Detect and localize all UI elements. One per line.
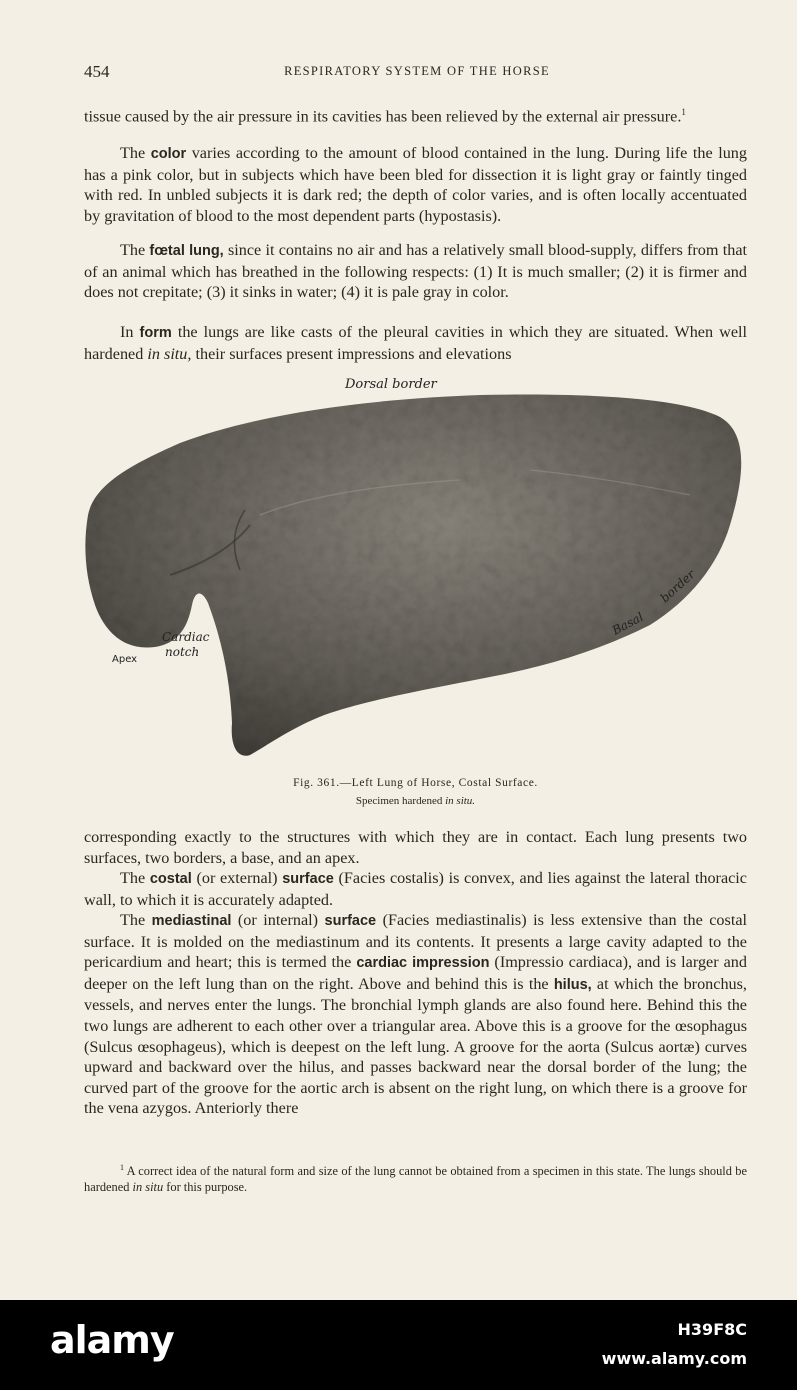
paragraph-corresponding: corresponding exactly to the structures with which they are in contact. Each lung presents two surfaces, two borders, a base, and an apex.: [84, 828, 747, 867]
term-form: form: [139, 325, 172, 341]
paragraph-color: The color varies according to the amount of blood contained in the lung. During life the lung has a pink color, but in subjects which have been bled for dissection it is light gray or faintly tinged with red. In unbled subjects it is dark red; the depth of color varies, and is often locally accentuated by gravitation of blood to the most dependent parts (hypostasis).: [84, 144, 747, 225]
running-head: RESPIRATORY SYSTEM OF THE HORSE: [284, 64, 550, 78]
paragraph-costal-surface: The costal (or external) surface (Facies costalis) is convex, and lies against the lateral thoracic wall, to which it is accurately adapted.: [84, 869, 747, 909]
paragraph-form: In form the lungs are like casts of the pleural cavities in which they are situated. When well hardened in situ, their surfaces present impressions and elevations: [84, 323, 748, 363]
lung-illustration: [80, 375, 745, 770]
label-dorsal-border: Dorsal border: [345, 377, 437, 392]
figure-subcaption: Specimen hardened in situ.: [355, 795, 476, 807]
page-number: 454: [84, 62, 110, 81]
paragraph-mediastinal-surface: The mediastinal (or internal) surface (Facies mediastinalis) is less extensive than the costal surface. It is molded on the mediastinum and its contents. It presents a large cavity adapted to the pericardium and heart; this is termed the cardiac impression (Impressio cardiaca), and is larger and deeper on the left lung than on the right. Above and behind this is the hilus, at which the bronchus, vessels, and nerves enter the lungs. The bronchial lymph glands are also found here. Behind this the two lungs are adherent to each other over a triangular area. Above this is a groove for the œsophagus (Sulcus œsophageus), which is deepest on the left lung. A groove for the aorta (Sulcus aortæ) curves upward and backward over the hilus, and passes backward near the dorsal border of the lung; the curved part of the groove for the aortic arch is absent on the right lung, on which there is a groove for the vena azygos. Anteriorly there: [84, 911, 747, 1118]
paragraph-foetal-lung: The fœtal lung, since it contains no air and has a relatively small blood-supply, differs from that of an animal which has breathed in the following respects: (1) It is much smaller; (2) it is firmer and does not crepitate; (3) it sinks in water; (4) it is pale gray in color.: [84, 241, 748, 302]
lung-shape: [85, 395, 741, 756]
term-cardiac-impression: cardiac impression: [356, 955, 490, 972]
term-foetal-lung: fœtal lung,: [149, 243, 224, 259]
term-surface: surface: [282, 871, 334, 887]
paragraph-text: tissue caused by the air pressure in its cavities has been relieved by the external air pressure.: [84, 107, 682, 126]
page-header: [84, 62, 750, 82]
footnote: $^1$ A correct idea of the natural form and size of the lung cannot be obtained from a specimen in this state. The lungs should be hardened in situ for this purpose.: [84, 1163, 747, 1195]
figure-caption: Fig. 361.—Left Lung of Horse, Costal Surface.: [293, 777, 538, 789]
label-cardiac: Cardiac: [162, 630, 210, 644]
term-color: color: [150, 146, 187, 162]
label-basal: Basal: [609, 609, 646, 638]
alamy-logo: alamy: [50, 1318, 174, 1362]
figure-left-lung: [80, 375, 745, 770]
label-apex: Apex: [112, 654, 138, 665]
label-border: border: [657, 567, 698, 606]
label-notch: notch: [165, 645, 200, 659]
footnote-ref: 1: [681, 107, 686, 117]
term-surface: surface: [324, 913, 377, 929]
term-hilus: hilus,: [553, 976, 592, 993]
image-id: H39F8C: [677, 1320, 747, 1339]
term-costal: costal: [149, 871, 192, 887]
watermark-url[interactable]: www.alamy.com: [601, 1349, 747, 1368]
term-mediastinal: mediastinal: [151, 913, 232, 929]
paragraph-air-pressure: [84, 102, 747, 127]
